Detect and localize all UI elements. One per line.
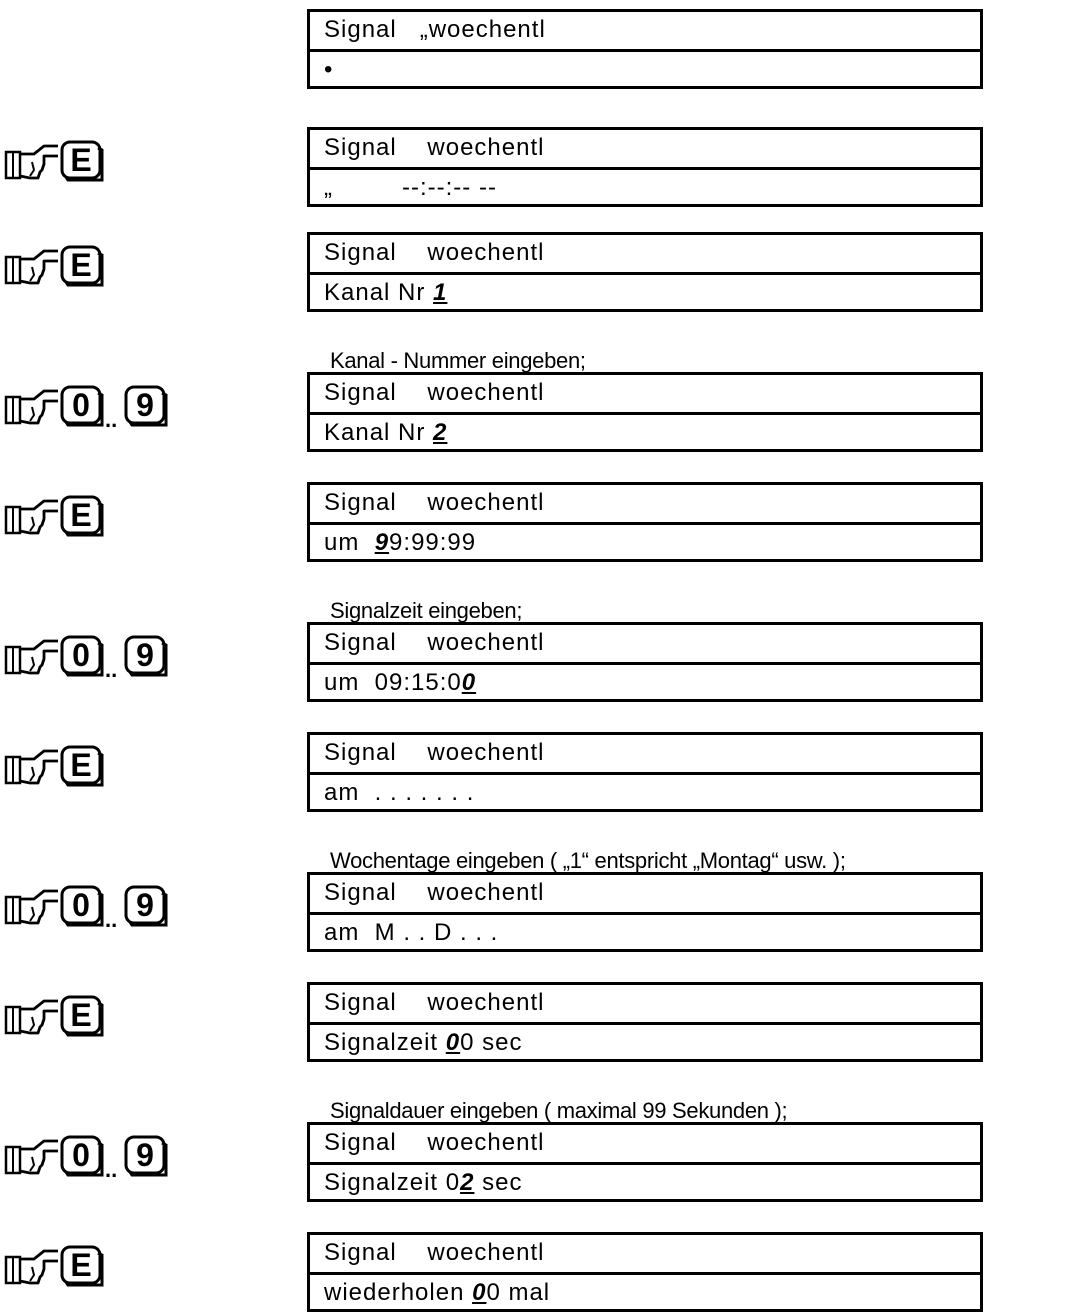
key-e-icon [62,247,102,285]
instruction-signalzeit: Signalzeit eingeben; [330,598,523,623]
svg-text:E: E [70,142,92,178]
cursor-digit: 1 [433,279,448,306]
display-line-2: um 99:99:99 [310,522,980,559]
display-line-2: am . . . . . . . [310,772,980,809]
svg-text:E: E [70,997,92,1033]
key-0-icon [62,1137,102,1175]
instruction-signaldauer: Signaldauer eingeben ( maximal 99 Sekunden ); [330,1098,788,1123]
display-line-2: Signalzeit 02 sec [310,1162,980,1199]
cursor-digit: 9 [374,529,390,556]
pointing-hand-icon [6,146,58,178]
key-e-icon [62,1247,102,1285]
enter-key-instruction [4,493,204,539]
key-9-icon [126,1137,166,1175]
range-dots: .. [105,657,118,679]
key-9-icon [126,637,166,675]
range-dots: .. [105,1157,118,1179]
pointing-hand-icon [6,391,58,423]
display-line-2: um 09:15:00 [310,662,980,699]
svg-text:0: 0 [72,637,90,673]
digit-keys-instruction [4,1133,204,1179]
svg-text:0: 0 [72,887,90,923]
pointing-hand-icon [6,641,58,673]
svg-text:9: 9 [136,387,154,423]
svg-text:E: E [70,1247,92,1283]
display-line-2: „ --:--:-- -- [310,167,980,204]
svg-text:0: 0 [72,387,90,423]
display-line-1: Signal woechentl [324,489,545,516]
svg-text:9: 9 [136,1137,154,1173]
lcd-display-9 [307,982,983,1062]
cursor-digit: 2 [433,419,448,446]
pointing-hand-icon [6,1141,58,1173]
pointing-hand-icon [6,251,58,283]
digit-keys-instruction [4,883,204,929]
lcd-display-11 [307,1232,983,1312]
range-dots: .. [105,407,118,429]
display-line-1: Signal woechentl [324,379,545,406]
lcd-display-3 [307,232,983,312]
enter-key-instruction [4,243,204,289]
display-line-1: Signal „woechentl [324,16,546,43]
display-line-1: Signal woechentl [324,879,545,906]
enter-key-instruction [4,743,204,789]
key-e-icon [62,747,102,785]
pointing-hand-icon [6,1001,58,1033]
display-line-2: am M . . D . . . [310,912,980,949]
lcd-display-6 [307,622,983,702]
display-line-1: Signal woechentl [324,1129,545,1156]
digit-keys-instruction [4,383,204,429]
svg-text:9: 9 [136,637,154,673]
display-line-1: Signal woechentl [324,239,545,266]
svg-text:E: E [70,247,92,283]
display-line-1: Signal woechentl [324,629,545,656]
svg-text:0: 0 [72,1137,90,1173]
lcd-display-8 [307,872,983,952]
display-line-2: Kanal Nr 1 [310,272,980,309]
cursor-digit: 0 [445,1029,461,1056]
key-0-icon [62,387,102,425]
lcd-display-2 [307,127,983,207]
lcd-display-4 [307,372,983,452]
key-9-icon [126,887,166,925]
display-line-1: Signal woechentl [324,989,545,1016]
cursor-digit: 0 [461,669,477,696]
lcd-display-1 [307,9,983,89]
cursor-digit: 2 [460,1169,475,1196]
instruction-wochentage: Wochentage eingeben ( „1“ entspricht „Montag“ usw. ); [330,848,846,873]
key-e-icon [62,497,102,535]
enter-key-instruction [4,1243,204,1289]
key-0-icon [62,887,102,925]
pointing-hand-icon [6,1251,58,1283]
pointing-hand-icon [6,501,58,533]
key-9-icon [126,387,166,425]
key-0-icon [62,637,102,675]
svg-text:9: 9 [136,887,154,923]
pointing-hand-icon [6,751,58,783]
digit-keys-instruction [4,633,204,679]
display-line-2: Signalzeit 00 sec [310,1022,980,1059]
key-e-icon [62,997,102,1035]
display-line-2: wiederholen 00 mal [310,1272,980,1309]
display-line-2: Kanal Nr 2 [310,412,980,449]
enter-key-instruction [4,993,204,1039]
display-line-2: • [310,49,980,86]
key-e-icon [62,142,102,180]
range-dots: .. [105,907,118,929]
display-line-1: Signal woechentl [324,739,545,766]
svg-text:E: E [70,497,92,533]
display-line-1: Signal woechentl [324,1239,545,1266]
display-line-1: Signal woechentl [324,134,545,161]
enter-key-instruction [4,138,204,184]
pointing-hand-icon [6,891,58,923]
lcd-display-5 [307,482,983,562]
cursor-digit: 0 [472,1279,487,1306]
lcd-display-10 [307,1122,983,1202]
instruction-kanal: Kanal - Nummer eingeben; [330,348,586,373]
lcd-display-7 [307,732,983,812]
svg-text:E: E [70,747,92,783]
